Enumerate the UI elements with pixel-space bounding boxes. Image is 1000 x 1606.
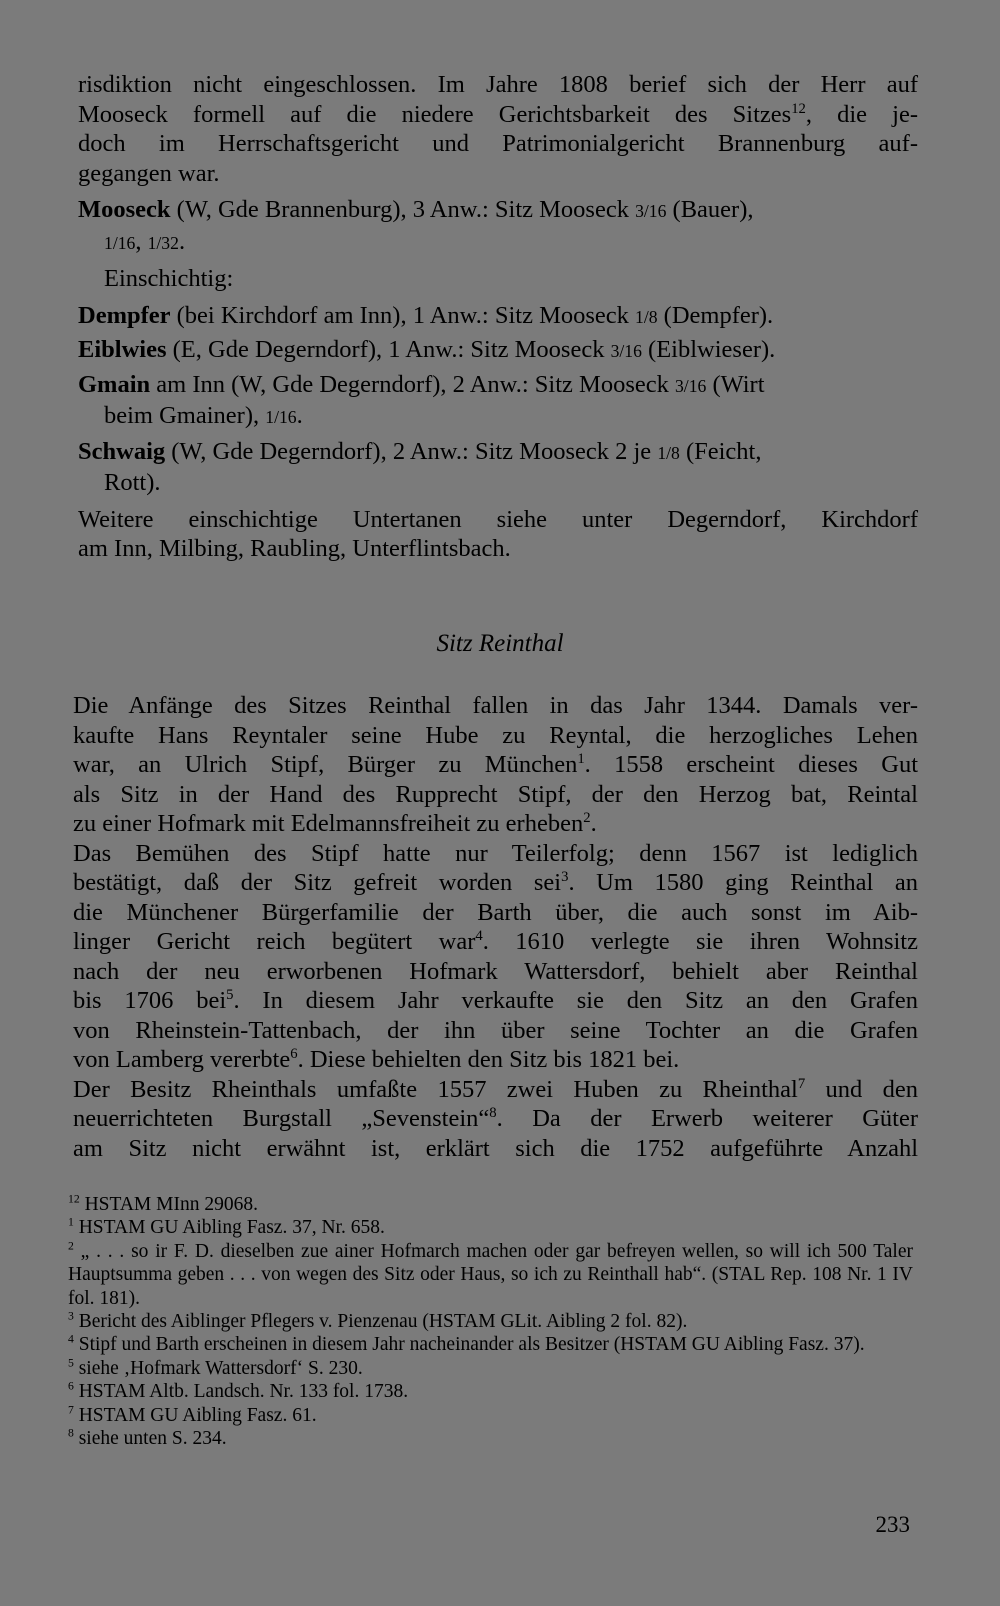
body-line <box>73 957 918 987</box>
body-line <box>73 1075 918 1105</box>
fraction: 1/16 <box>265 407 297 427</box>
text: Weitere einschichtige Untertanen siehe unter Degerndorf, Kirchdorf <box>78 505 918 533</box>
footnote-text: „ . . . so ir F. D. dieselben zue ainer Hofmarch machen oder gar befreyen wellen, so will ich 500 Taler Hauptsumma geben . . . von wegen des Sitz oder Haus, so ich zu Reinthall hab“. (STAL Rep. 108 Nr. 1 IV fol. 181). <box>68 1240 913 1309</box>
text: . Diese behielten den Sitz bis 1821 bei. <box>297 1046 680 1073</box>
section-heading: Sitz Reinthal <box>436 630 564 657</box>
text: Der Besitz Rheinthals umfaßte 1557 zwei Huben zu Rheinthal <box>73 1075 798 1103</box>
footnote <box>68 1427 913 1450</box>
fraction: 3/16 <box>674 375 707 396</box>
footnote-number: 1 <box>68 1215 74 1229</box>
fraction: 1/8 <box>657 442 680 463</box>
text: die Münchener Bürgerfamilie der Barth über, die auch sonst im Aib- <box>73 898 918 926</box>
text: (W, Gde Brannenburg), 3 Anw.: Sitz Mooseck <box>170 196 636 223</box>
footnote <box>68 1240 913 1310</box>
text: neuerrichteten Burgstall „Sevenstein“ <box>73 1105 490 1132</box>
body-line <box>73 809 918 839</box>
paragraph-line <box>78 100 918 130</box>
footnote-ref: 3 <box>561 868 569 885</box>
text: , <box>135 227 148 255</box>
footnote <box>68 1380 913 1403</box>
body-line <box>73 1104 918 1134</box>
text: am Inn, Milbing, Raubling, Unterflintsbach. <box>78 535 511 562</box>
footnote <box>68 1357 913 1380</box>
main-body <box>73 691 918 1163</box>
footnote-ref: 2 <box>583 809 591 826</box>
text: gegangen war. <box>78 159 220 187</box>
body-line <box>73 780 918 810</box>
paragraph-line <box>78 159 918 189</box>
text: Das Bemühen des Stipf hatte nur Teilerfolg; denn 1567 ist lediglich <box>73 839 918 867</box>
text: und den <box>805 1075 919 1103</box>
footnote-number: 6 <box>68 1379 74 1393</box>
place-entry-eiblwies <box>78 335 918 367</box>
footnote-ref: 5 <box>226 986 234 1003</box>
footnote-ref: 7 <box>797 1075 806 1092</box>
body-line <box>73 1016 918 1046</box>
fraction: 3/16 <box>635 201 667 221</box>
body-line <box>73 927 918 957</box>
footnote <box>68 1193 913 1216</box>
text: bis 1706 bei <box>73 987 227 1014</box>
footnote-text: Bericht des Aiblinger Pflegers v. Pienzenau (HSTAM GLit. Aibling 2 fol. 82). <box>73 1311 688 1333</box>
footnote-text: HSTAM MInn 29068. <box>79 1194 258 1215</box>
page-number: 233 <box>875 1512 910 1537</box>
footnote-text: HSTAM GU Aibling Fasz. 61. <box>73 1404 317 1426</box>
text: Mooseck formell auf die niedere Gerichtsbarkeit des Sitzes <box>78 100 792 128</box>
upper-section <box>78 70 918 564</box>
text: zu einer Hofmark mit Edelmannsfreiheit zu erheben <box>73 810 584 837</box>
text: (Wirt <box>706 370 765 398</box>
body-line <box>73 868 918 898</box>
place-name: Mooseck <box>78 196 171 223</box>
body-line <box>73 691 918 721</box>
fraction: 3/16 <box>610 341 642 361</box>
place-entry-mooseck <box>78 195 918 258</box>
place-entry-gmain <box>78 370 918 433</box>
text: (E, Gde Degerndorf), 1 Anw.: Sitz Mooseck <box>166 336 611 363</box>
text: am Inn (W, Gde Degerndorf), 2 Anw.: Sitz Mooseck <box>150 370 675 398</box>
text: als Sitz in der Hand des Rupprecht Stipf, der den Herzog bat, Reintal <box>73 780 918 808</box>
body-line <box>73 750 918 780</box>
place-name: Eiblwies <box>78 336 167 363</box>
text: . 1558 erscheint dieses Gut <box>584 751 918 778</box>
text: . <box>296 402 303 429</box>
text: von Lamberg vererbte <box>73 1046 291 1073</box>
place-name: Gmain <box>78 370 151 398</box>
text: linger Gericht reich begütert war <box>73 928 476 955</box>
text: kaufte Hans Reyntaler seine Hube zu Reyntal, die herzogliches Lehen <box>73 721 918 749</box>
text: . Da der Erwerb weiterer Güter <box>496 1105 918 1132</box>
footnote-number: 5 <box>68 1356 74 1370</box>
footnote <box>68 1404 913 1427</box>
place-entry-schwaig <box>78 437 918 498</box>
footnotes <box>68 1193 913 1450</box>
text: (bei Kirchdorf am Inn), 1 Anw.: Sitz Mooseck <box>170 301 636 329</box>
footnote-number: 2 <box>68 1239 74 1253</box>
text: bestätigt, daß der Sitz gefreit worden sei <box>73 869 562 896</box>
text: risdiktion nicht eingeschlossen. Im Jahre 1808 berief sich der Herr auf <box>78 71 918 98</box>
footnote <box>68 1333 913 1356</box>
text: am Sitz nicht erwähnt ist, erklärt sich die 1752 aufgeführte Anzahl <box>73 1134 918 1162</box>
footnote-ref: 4 <box>475 927 483 944</box>
fraction: 1/8 <box>635 306 658 327</box>
text: (Dempfer). <box>657 301 774 329</box>
paragraph-line <box>78 129 918 159</box>
text: . In diesem Jahr verkaufte sie den Sitz an den Grafen <box>233 987 918 1014</box>
paragraph-line <box>78 70 918 100</box>
einschichtig-label: Einschichtig: <box>104 265 234 292</box>
footnote-ref: 6 <box>290 1045 298 1062</box>
text: (W, Gde Degerndorf), 2 Anw.: Sitz Mooseck 2 je <box>165 437 658 465</box>
place-name: Schwaig <box>78 437 166 465</box>
body-line <box>73 898 918 928</box>
text: doch im Herrschaftsgericht und Patrimonialgericht Brannenburg auf- <box>78 130 918 157</box>
footnote-text: Stipf und Barth erscheinen in diesem Jahr nacheinander als Besitzer (HSTAM GU Aibling Fasz. 37). <box>73 1334 865 1356</box>
fraction: 1/16 <box>104 232 136 253</box>
footnote-number: 3 <box>68 1309 74 1323</box>
text: beim Gmainer), <box>104 402 266 429</box>
text: (Eiblwieser). <box>641 336 776 363</box>
footnote-number: 8 <box>68 1426 74 1440</box>
body-line <box>73 1045 918 1075</box>
footnote-ref: 12 <box>791 100 806 117</box>
place-entry-dempfer <box>78 301 918 333</box>
body-line <box>73 1134 918 1164</box>
text: . <box>590 810 597 837</box>
text: nach der neu erworbenen Hofmark Wattersdorf, behielt aber Reinthal <box>73 957 918 985</box>
footnote-text: HSTAM Altb. Landsch. Nr. 133 fol. 1738. <box>73 1381 409 1403</box>
text: (Bauer), <box>666 196 754 223</box>
body-line <box>73 986 918 1016</box>
text: . Um 1580 ging Reinthal an <box>568 869 918 896</box>
fraction: 1/32 <box>147 232 179 253</box>
footnote-ref: 8 <box>489 1104 497 1121</box>
body-line <box>73 839 918 869</box>
text: war, an Ulrich Stipf, Bürger zu München <box>73 751 578 778</box>
body-line <box>73 721 918 751</box>
text: Rott). <box>104 469 161 496</box>
footnote <box>68 1310 913 1333</box>
text: . <box>178 227 186 255</box>
footnote <box>68 1216 913 1239</box>
footnote-number: 12 <box>68 1192 80 1206</box>
place-name: Dempfer <box>78 301 171 329</box>
text: , die je- <box>805 100 918 128</box>
paragraph-line <box>78 505 918 535</box>
text: von Rheinstein-Tattenbach, der ihn über seine Tochter an die Grafen <box>73 1016 918 1044</box>
footnote-text: siehe ‚Hofmark Wattersdorf‘ S. 230. <box>73 1357 363 1379</box>
footnote-text: HSTAM GU Aibling Fasz. 37, Nr. 658. <box>73 1217 385 1239</box>
footnote-ref: 1 <box>577 750 585 767</box>
text: (Feicht, <box>679 437 762 465</box>
footnote-number: 4 <box>68 1332 74 1346</box>
footnote-number: 7 <box>68 1403 74 1417</box>
paragraph-line <box>78 534 918 564</box>
text: . 1610 verlegte sie ihren Wohnsitz <box>482 928 918 955</box>
text: Die Anfänge des Sitzes Reinthal fallen in das Jahr 1344. Damals ver- <box>73 692 918 719</box>
footnote-text: siehe unten S. 234. <box>73 1428 227 1450</box>
